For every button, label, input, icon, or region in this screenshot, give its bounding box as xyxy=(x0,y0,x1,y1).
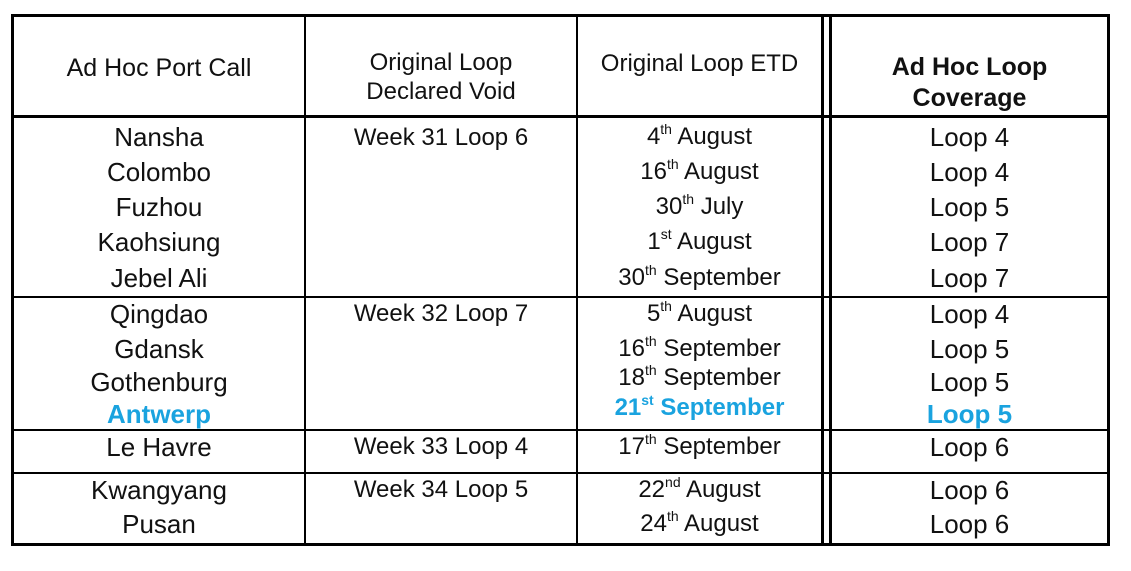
etd-date xyxy=(578,333,821,365)
etd-ordinal-suffix: nd xyxy=(665,474,681,490)
port-call-name: Pusan xyxy=(122,509,196,539)
etd-ordinal-suffix: th xyxy=(644,362,657,378)
etd-date xyxy=(578,392,821,424)
etd-ordinal-suffix: th xyxy=(666,156,679,172)
etd-month: August xyxy=(677,300,753,327)
loop-coverage: Loop 4 xyxy=(929,157,1010,187)
etd-month: August xyxy=(676,228,752,255)
etd-ordinal-suffix: th xyxy=(660,121,672,137)
etd-day: 24 xyxy=(640,510,667,537)
etd-month: August xyxy=(684,158,759,185)
port-call-name: Le Havre xyxy=(106,432,212,462)
loop-coverage-table xyxy=(11,14,1110,546)
loop-declared-void: Week 31 Loop 6 xyxy=(353,124,529,151)
loop-declared-void: Week 34 Loop 5 xyxy=(353,476,529,503)
etd-month: August xyxy=(684,510,759,537)
etd-day: 4 xyxy=(646,123,661,150)
etd-day: 18 xyxy=(618,364,645,391)
column-divider-double xyxy=(821,17,824,543)
header-port-call-label: Ad Hoc Port Call xyxy=(66,54,252,82)
header-coverage-line1: Ad Hoc Loop xyxy=(891,53,1048,81)
etd-date xyxy=(578,508,821,540)
port-call-name: Antwerp xyxy=(107,399,211,429)
etd-date xyxy=(578,226,821,258)
port-call-name: Qingdao xyxy=(109,299,209,329)
port-call-name: Gothenburg xyxy=(90,367,228,397)
header-rule xyxy=(14,115,1107,118)
etd-month: July xyxy=(700,193,744,220)
etd-day: 17 xyxy=(618,433,645,460)
loop-coverage: Loop 5 xyxy=(926,399,1013,429)
loop-coverage: Loop 6 xyxy=(929,509,1010,539)
loop-coverage: Loop 5 xyxy=(929,367,1010,397)
etd-date xyxy=(578,431,821,463)
etd-month: September xyxy=(663,335,781,362)
etd-month: August xyxy=(677,123,753,150)
etd-month: September xyxy=(663,364,781,391)
etd-ordinal-suffix: st xyxy=(660,226,672,242)
loop-coverage: Loop 6 xyxy=(929,432,1010,462)
port-call-name: Kwangyang xyxy=(91,475,227,505)
etd-month: September xyxy=(663,433,781,460)
header-loop-void-line2: Declared Void xyxy=(366,78,516,105)
etd-day: 16 xyxy=(640,158,667,185)
etd-date xyxy=(578,121,821,153)
loop-coverage: Loop 4 xyxy=(929,122,1010,152)
header-coverage-line2: Coverage xyxy=(912,84,1027,112)
etd-date xyxy=(578,474,821,506)
etd-month: September xyxy=(660,394,785,421)
etd-date xyxy=(578,362,821,394)
loop-coverage: Loop 7 xyxy=(929,227,1010,257)
loop-coverage: Loop 5 xyxy=(929,192,1010,222)
loop-coverage: Loop 4 xyxy=(929,299,1010,329)
etd-month: September xyxy=(663,264,781,291)
port-call-name: Fuzhou xyxy=(115,192,203,222)
loop-declared-void: Week 33 Loop 4 xyxy=(353,433,529,460)
etd-ordinal-suffix: th xyxy=(666,508,679,524)
header-etd-label: Original Loop ETD xyxy=(600,50,799,77)
etd-ordinal-suffix: th xyxy=(644,333,657,349)
etd-day: 22 xyxy=(638,476,666,503)
port-call-name: Nansha xyxy=(114,122,204,152)
port-call-name: Kaohsiung xyxy=(97,227,221,257)
etd-ordinal-suffix: th xyxy=(660,298,672,314)
etd-day: 1 xyxy=(647,228,661,255)
port-call-name: Jebel Ali xyxy=(110,263,208,293)
etd-ordinal-suffix: th xyxy=(682,191,695,207)
etd-day: 30 xyxy=(655,193,683,220)
etd-month: August xyxy=(685,476,761,503)
header-loop-void-line1: Original Loop xyxy=(369,49,513,76)
etd-ordinal-suffix: th xyxy=(644,431,657,447)
etd-date xyxy=(578,262,821,294)
etd-day: 30 xyxy=(618,264,645,291)
etd-date xyxy=(578,298,821,330)
etd-date xyxy=(578,156,821,188)
etd-day: 5 xyxy=(646,300,661,327)
etd-ordinal-suffix: st xyxy=(641,392,654,408)
port-call-name: Gdansk xyxy=(114,334,204,364)
loop-declared-void: Week 32 Loop 7 xyxy=(353,300,529,327)
port-call-name: Colombo xyxy=(106,157,212,187)
etd-day: 21 xyxy=(614,394,642,421)
etd-day: 16 xyxy=(618,335,645,362)
loop-coverage: Loop 5 xyxy=(929,334,1010,364)
etd-date xyxy=(578,191,821,223)
loop-coverage: Loop 7 xyxy=(929,263,1010,293)
etd-ordinal-suffix: th xyxy=(644,262,657,278)
loop-coverage: Loop 6 xyxy=(929,475,1010,505)
